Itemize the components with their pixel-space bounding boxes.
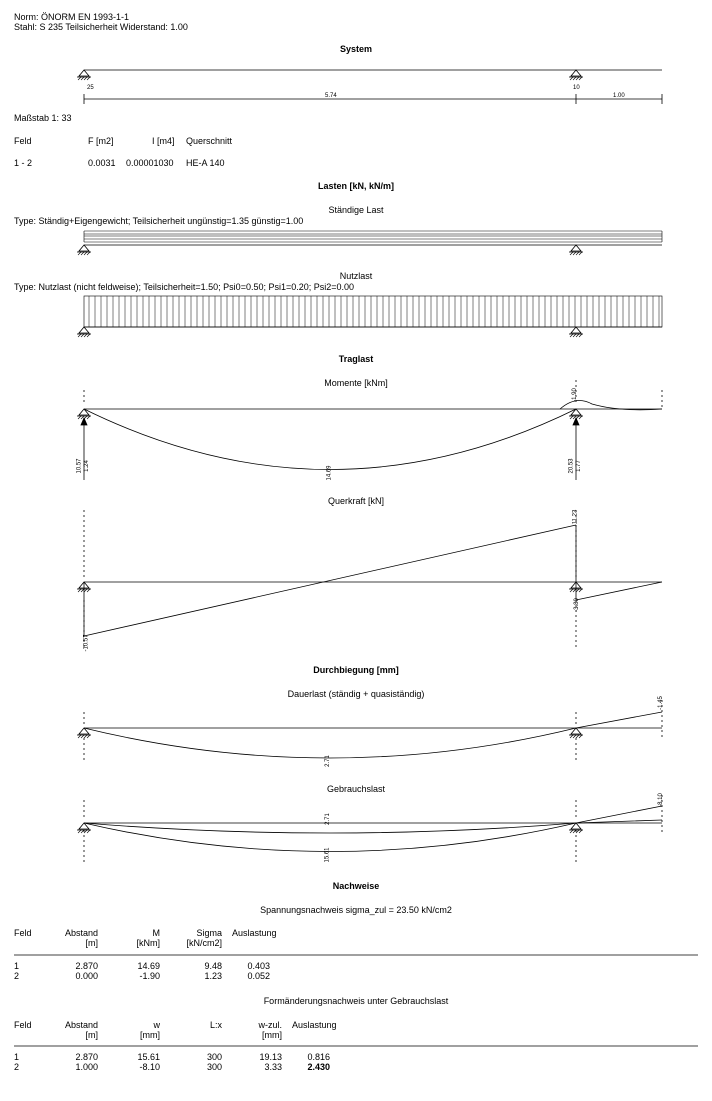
deflection-service-value-b: 15.61	[324, 847, 331, 863]
live-load-title: Nutzlast	[339, 271, 373, 281]
loads-title: Lasten [kN, kN/m]	[317, 181, 395, 191]
table-column-auslastung: 0.816 2.430	[307, 1052, 330, 1072]
deform-header-w: w [mm]	[140, 1020, 160, 1040]
deflection-service-cant: -8.10	[657, 793, 664, 807]
deflection-service-title: Gebrauchslast	[326, 784, 386, 794]
reaction-right-b: 1.77	[575, 460, 582, 472]
shear-left-label: -10.57	[83, 634, 90, 652]
section-header-profile: Querschnitt	[186, 136, 233, 146]
deflection-permanent-value: 2.71	[324, 755, 331, 767]
shear-right-bottom-label: -3.80	[573, 598, 580, 612]
table-column-abstand: 2.870 0.000	[75, 961, 98, 981]
stress-header-m: M [kNm]	[136, 928, 160, 948]
deflection-title: Durchbiegung [mm]	[313, 665, 399, 675]
section-row-profile: HE-A 140	[186, 158, 225, 168]
support-left-icon	[77, 327, 91, 337]
deflection-service-value-a: 2.71	[324, 813, 331, 825]
steel-line: Stahl: S 235 Teilsicherheit Widerstand: 1.00	[14, 22, 188, 32]
span1-label: 5.74	[325, 93, 337, 99]
deflection-permanent-title: Dauerlast (ständig + quasiständig)	[287, 689, 425, 699]
deform-header-wzul: w-zul. [mm]	[258, 1020, 282, 1040]
section-header-feld: Feld	[14, 136, 32, 146]
norm-line: Norm: ÖNORM EN 1993-1-1	[14, 12, 130, 22]
shear-diagram	[77, 510, 662, 650]
table-column-abstand: 2.870 1.000	[75, 1052, 98, 1072]
scale-label: Maßstab 1: 33	[14, 113, 72, 123]
reaction-left-a: 10.57	[76, 458, 83, 474]
permanent-load-diagram	[77, 231, 662, 255]
deform-header-feld: Feld	[14, 1020, 32, 1030]
moment-title: Momente [kNm]	[324, 378, 388, 388]
stress-header-abstand: Abstand [m]	[64, 928, 98, 948]
table-column-m: 14.69 -1.90	[137, 961, 160, 981]
support-right-icon	[569, 70, 583, 80]
table-row: 1 2	[14, 1052, 20, 1072]
section-row-f: 0.0031	[88, 158, 116, 168]
support-left-icon	[77, 245, 91, 255]
stress-header-feld: Feld	[14, 928, 32, 938]
stress-check-title: Spannungsnachweis sigma_zul = 23.50 kN/cm2	[260, 905, 452, 915]
table-column-sigma: 9.48 1.23	[204, 961, 222, 981]
live-load-diagram	[77, 296, 662, 337]
table-column-auslastung: 0.403 0.052	[247, 961, 270, 981]
stress-header-auslastung: Auslastung	[232, 928, 277, 938]
support-left-label: 25	[87, 85, 94, 91]
support-right-icon	[569, 245, 583, 255]
system-title: System	[339, 44, 373, 54]
shear-right-top-label: 11.23	[572, 509, 579, 525]
table-column-w: 15.61 -8.10	[137, 1052, 160, 1072]
deflection-service-diagram	[77, 795, 662, 865]
live-load-type: Type: Nutzlast (nicht feldweise); Teilsicherheit=1.50; Psi0=0.50; Psi1=0.20; Psi2=0.00	[14, 282, 355, 292]
support-left-icon	[77, 70, 91, 80]
section-row-feld: 1 - 2	[14, 158, 33, 168]
permanent-load-type: Type: Ständig+Eigengewicht; Teilsicherheit ungünstig=1.35 günstig=1.00	[14, 216, 304, 226]
moment-field-label: 14.69	[326, 465, 333, 481]
section-header-f: F [m2]	[88, 136, 114, 146]
stress-header-sigma: Sigma [kN/cm2]	[186, 928, 222, 948]
deform-header-auslastung: Auslastung	[292, 1020, 337, 1030]
shear-title: Querkraft [kN]	[327, 496, 384, 506]
table-column-lx: 300 300	[206, 1052, 222, 1072]
moment-support-label: -1.90	[571, 388, 578, 402]
support-right-label: 10	[573, 85, 580, 91]
section-header-i: I [m4]	[152, 136, 175, 146]
span2-label: 1.00	[613, 93, 625, 99]
checks-title: Nachweise	[332, 881, 380, 891]
reaction-right-a: 20.53	[568, 458, 575, 474]
deflection-permanent-diagram	[77, 700, 662, 760]
deflection-permanent-cant: -1.45	[657, 696, 664, 710]
table-row: 1 2	[14, 961, 20, 981]
support-right-icon	[569, 327, 583, 337]
deform-header-abstand: Abstand [m]	[64, 1020, 98, 1040]
deform-check-title: Formänderungsnachweis unter Gebrauchslast	[263, 996, 449, 1006]
table-column-wzul: 19.13 3.33	[259, 1052, 282, 1072]
reaction-left-b: 1.24	[83, 460, 90, 472]
ultimate-title: Traglast	[338, 354, 374, 364]
permanent-load-title: Ständige Last	[328, 205, 384, 215]
deform-header-lx: L:x	[209, 1020, 222, 1030]
section-row-i: 0.00001030	[126, 158, 174, 168]
